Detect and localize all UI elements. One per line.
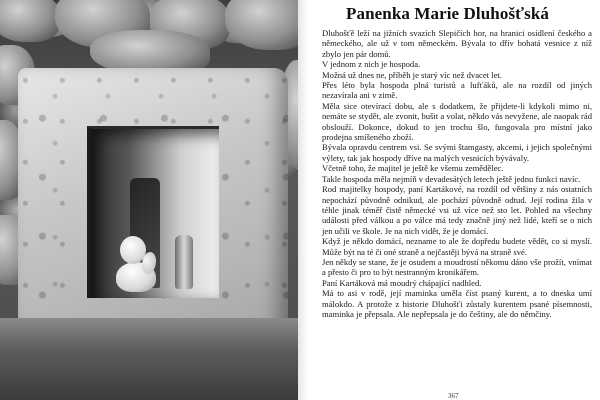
stone-base: [0, 318, 298, 400]
paragraph: Přes léto byla hospoda plná turistů a lufťáků, ale na rozdíl od jiných nezavírala ani v zimě.: [322, 80, 592, 101]
paragraph: Rod majitelky hospody, paní Kartákové, na rozdíl od většiny z nás ostatních nepochází původně odnikud, ale pochází původně odtud. Její rodina žila v téhle jinak téměř čistě německé vsi už více než sto let. Pohled na všechny události před válkou a po válce má tedy značně jiný než lidé, kteří se o nich jen učili ve škole. Je na nich vidět, že je domácí.: [322, 184, 592, 236]
paragraph: Takle hospoda měla nejmíň v devadesátých letech ještě jednu funkci navíc.: [322, 173, 581, 184]
wall-stone: [0, 0, 60, 42]
paragraph: Má to asi v rodě, její maminka uměla číst psaný kurent, a to dneska umí málokdo. A protože z historie Dluhošťi zůstaly kurentem psané písemnosti, maminka je přepsala. Ale nepřepsala je do češtiny, ale do němčiny.: [322, 288, 592, 319]
chapter-title: Panenka Marie Dluhošťská: [346, 4, 550, 23]
paragraph: Včetně toho, že majitel je ještě ke všemu zemědělec.: [322, 163, 504, 174]
paragraph: Bývala opravdu centrem vsi. Se svými štamgasty, akcemi, i jejich společnými výlety, tak jak hospody dříve na malých vesnicích bývávaly.: [322, 142, 592, 163]
wall-stone: [225, 0, 298, 50]
page-number: 367: [448, 392, 459, 400]
glass-bottle: [175, 235, 193, 289]
paragraph: Měla sice otevírací dobu, ale s dodatkem, že přijdete-li kdykoli mimo ni, nemáte se stydět, ale zvonit, bušit a volat, někdo vás nevyžene, ale naopak rád obslouží. Dokonce, dokud to jen trochu šlo, fungovala pro místní jako prodejna smíšeného zboží.: [322, 100, 592, 143]
text-page: [308, 0, 600, 400]
paragraph: Paní Kartáková má moudrý chápající nadhled.: [322, 277, 482, 288]
photo-page: [0, 0, 298, 400]
paragraph: Když je někdo domácí, nezname to ale že dopředu budete vědět, co si myslí. Může být na té či oné straně a nejčastěji bývá na straně své.: [322, 236, 592, 257]
body-text: [322, 28, 592, 319]
paragraph: V jednom z nich je hospoda.: [322, 59, 421, 70]
paragraph: Dluhošťě leží na jižních svazích Slepičích hor, na hranici osídlení českého a německého, ale už v tom německém. Bývala to dřív bohatá vesnice z níž zbylo jen pár domů.: [322, 28, 592, 59]
paragraph: Možná už dnes ne, příběh je starý víc než dvacet let.: [322, 69, 502, 80]
book-gutter: [298, 0, 308, 400]
paragraph: Jen někdy se stane, že je osudem a moudrostí někomu dáno vše prožít, vnímat a přesto či pro to být nestranným kronikářem.: [322, 256, 592, 278]
